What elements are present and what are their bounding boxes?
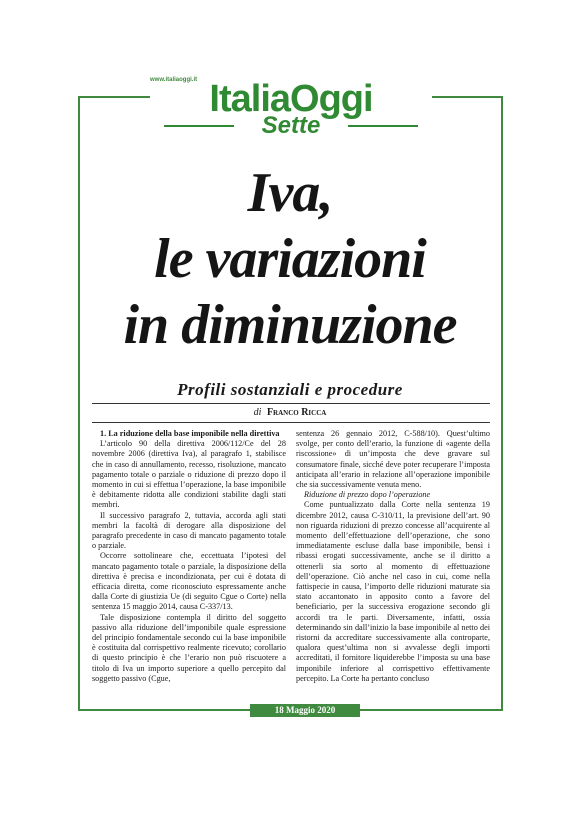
body-paragraph: Come puntualizzato dalla Corte nella sentenza 19 dicembre 2012, causa C-310/11, la previsione dell’art. 90 non riguarda riduzioni di prezzo concesse all’acquirente al momento dell’effettuazione dell’operazione, che sono immediatamente escluse dalla base imponibile, bensì i ribassi erogati successivamente, anche se il diritto a ottenerli sia sorto al momento di effettuazione dell’operazione. Ciò anche nel caso in cui, come nella fattispecie in causa, l’importo delle riduzioni maturate sia stato accantonato in apposito conto a favore del beneficiario, per la successiva erogazione secondo gli accordi tra le parti. Diversamente, infatti, ossia determinando sin dall’inizio la base imponibile al netto dei ristorni da accreditare successivamente alla controparte, qualora quest’ultima non si avvalesse degli importi accreditati, il fornitore liquiderebbe l’imposta su una base imponibile inferiore al corrispettivo effettivamente percepito. La Corte ha pertanto concluso (296, 500, 490, 683)
body-paragraph: L’articolo 90 della direttiva 2006/112/Ce del 28 novembre 2006 (direttiva Iva), al paragrafo 1, stabilisce che in caso di annullamento, recesso, risoluzione, mancato pagamento totale o parziale o riduzione di prezzo dopo il momento in cui si effettua l’operazione, la base imponibile è debitamente ridotta alle condizioni stabilite dagli stati membri. (92, 439, 286, 510)
column-1 (92, 429, 286, 705)
brand-logo: ItaliaOggi (209, 78, 373, 120)
edition-rule-right (348, 125, 418, 127)
column-2 (296, 429, 490, 705)
subtitle: Profili sostanziali e procedure (177, 380, 403, 399)
site-url: www.italiaoggi.it (150, 77, 198, 83)
byline-prefix: di (253, 407, 262, 418)
issue-date: 18 Maggio 2020 (250, 704, 360, 717)
byline-author: Franco Ricca (266, 407, 327, 418)
section-heading: 1. La riduzione della base imponibile nella direttiva (100, 429, 280, 438)
masthead (150, 74, 432, 142)
body-paragraph: Tale disposizione contempla il diritto del soggetto passivo alla riduzione dell’imponibile quale espressione del principio fondamentale secondo cui la base imponibile è costituita dal corrispettivo realmente ricevuto; corollario di questo principio è che l’erario non può riscuotere a titolo di Iva un importo superiore a quello percepito dal soggetto passivo (Cgue, (92, 612, 286, 683)
edition-label: Sette (261, 112, 321, 139)
article-body (92, 429, 490, 705)
title-line-1: Iva, (247, 162, 333, 224)
section-subheading: Riduzione di prezzo dopo l’operazione (304, 490, 431, 500)
body-paragraph: Occorre sottolineare che, eccettuata l’ipotesi del mancato pagamento totale o parziale, la disposizione della direttiva è precisa e incondizionata, per cui è dotata di efficacia diretta, come riconosciuto espressamente anche dalla Corte di giustizia Ue (di seguito Cgue o Corte) nella sentenza 15 maggio 2014, causa C-337/13. (92, 551, 286, 612)
main-title (80, 160, 500, 358)
body-paragraph: Il successivo paragrafo 2, tuttavia, accorda agli stati membri la facoltà di derogare alla disposizione del paragrafo precedente in caso di mancato pagamento totale o parziale. (92, 510, 286, 551)
byline-rule-bottom (92, 422, 490, 423)
body-paragraph: sentenza 26 gennaio 2012, C-588/10). Quest’ultimo svolge, per conto dell’erario, la funzione di «agente della riscossione» di un’imposta che deve gravare sul consumatore finale, sicché deve poter recuperare l’imposta anticipata all’erario in relazione all’operazione imponibile che sia successivamente venuta meno. (296, 429, 490, 490)
byline (80, 407, 500, 418)
title-line-3: in diminuzione (123, 294, 457, 356)
edition-row (150, 114, 432, 138)
title-line-2: le variazioni (154, 228, 426, 290)
byline-rule-top (92, 403, 490, 404)
